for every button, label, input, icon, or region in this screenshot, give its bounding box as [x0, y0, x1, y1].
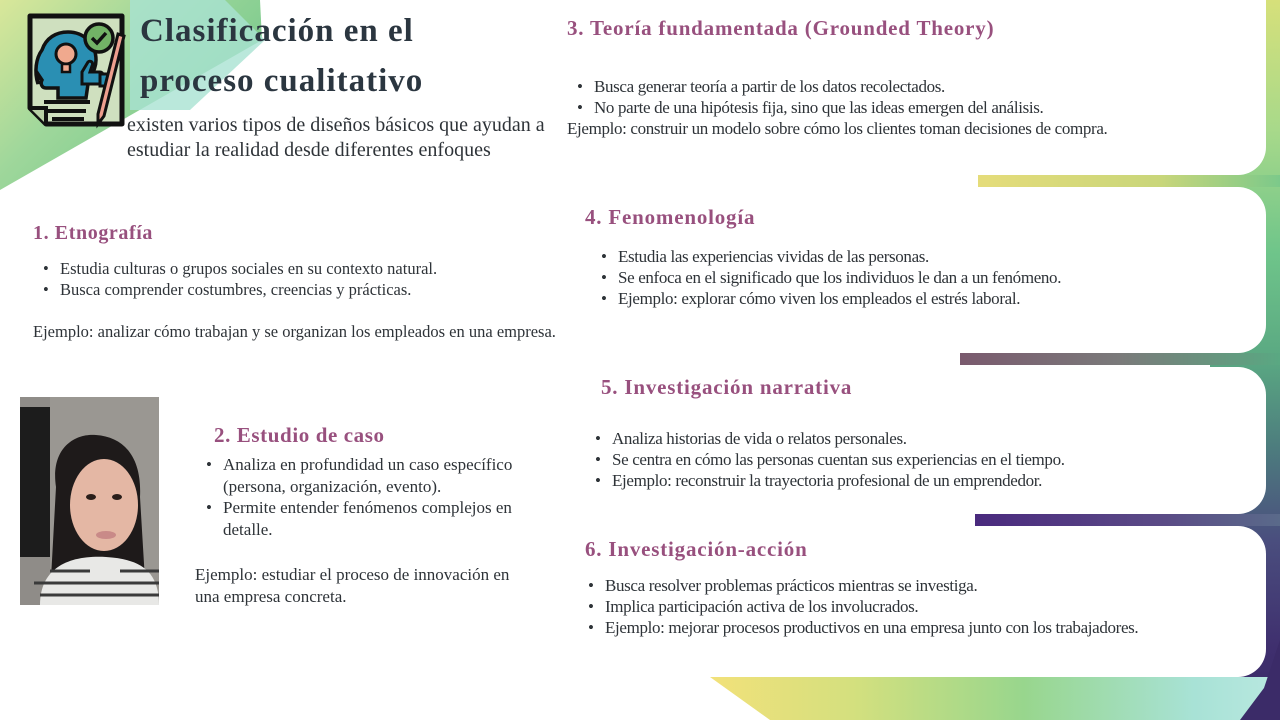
section-example-estudio-de-caso: Ejemplo: estudiar el proceso de innovación en una empresa concreta. [195, 565, 510, 606]
section-list-etnografia [34, 258, 554, 300]
list-item: • Analiza historias de vida o relatos personales. [586, 428, 1246, 449]
decor-band-mauve [960, 353, 1280, 365]
section-list-estudio-de-caso [197, 454, 527, 541]
list-item: • Busca comprender costumbres, creencias y prácticas. [34, 279, 554, 300]
section-example-grounded-theory: Ejemplo: construir un modelo sobre cómo los clientes toman decisiones de compra. [567, 119, 1108, 138]
list-item: • Busca generar teoría a partir de los datos recolectados. [568, 76, 1268, 97]
list-item: • Estudia las experiencias vividas de las personas. [592, 246, 1252, 267]
section-heading-grounded-theory: 3. Teoría fundamentada (Grounded Theory) [567, 16, 995, 40]
section-heading-investigacion-accion: 6. Investigación-acción [585, 537, 808, 561]
list-item: • Implica participación activa de los involucrados. [579, 596, 1179, 617]
section-heading-fenomenologia: 4. Fenomenología [585, 205, 756, 229]
section-list-investigacion-accion [579, 575, 1179, 638]
list-item: • Permite entender fenómenos complejos en detalle. [197, 497, 527, 540]
list-item: • No parte de una hipótesis fija, sino que las ideas emergen del análisis. [568, 97, 1268, 118]
section-heading-estudio-de-caso: 2. Estudio de caso [214, 423, 385, 447]
list-item: • Ejemplo: reconstruir la trayectoria profesional de un emprendedor. [586, 470, 1246, 491]
page-title-line-2: proceso cualitativo [140, 63, 424, 99]
list-item: • Ejemplo: explorar cómo viven los empleados el estrés laboral. [592, 288, 1252, 309]
section-list-fenomenologia [592, 246, 1252, 309]
list-item: • Se enfoca en el significado que los individuos le dan a un fenómeno. [592, 267, 1252, 288]
decor-band-purple [975, 514, 1280, 526]
page-subtitle: existen varios tipos de diseños básicos que ayudan a estudiar la realidad desde diferentes enfoques [127, 114, 545, 161]
list-item: • Estudia culturas o grupos sociales en su contexto natural. [34, 258, 554, 279]
section-heading-etnografia: 1. Etnografía [33, 222, 154, 244]
list-item: • Busca resolver problemas prácticos mientras se investiga. [579, 575, 1179, 596]
section-example-etnografia: Ejemplo: analizar cómo trabajan y se organizan los empleados en una empresa. [33, 322, 556, 341]
list-item: • Se centra en cómo las personas cuentan sus experiencias en el tiempo. [586, 449, 1246, 470]
list-item: • Analiza en profundidad un caso específico (persona, organización, evento). [197, 454, 527, 497]
section-heading-investigacion-narrativa: 5. Investigación narrativa [601, 375, 853, 399]
page-title-line-1: Clasificación en el [140, 13, 414, 49]
section-list-investigacion-narrativa [586, 428, 1246, 491]
page-title [140, 6, 540, 106]
decor-bottom-gradient [710, 677, 1280, 720]
presenter-webcam [20, 397, 159, 605]
research-idea-document-icon [24, 12, 132, 130]
list-item: • Ejemplo: mejorar procesos productivos en una empresa junto con los trabajadores. [579, 617, 1179, 638]
section-list-grounded-theory [568, 76, 1268, 118]
decor-band-yellow [978, 175, 1280, 187]
